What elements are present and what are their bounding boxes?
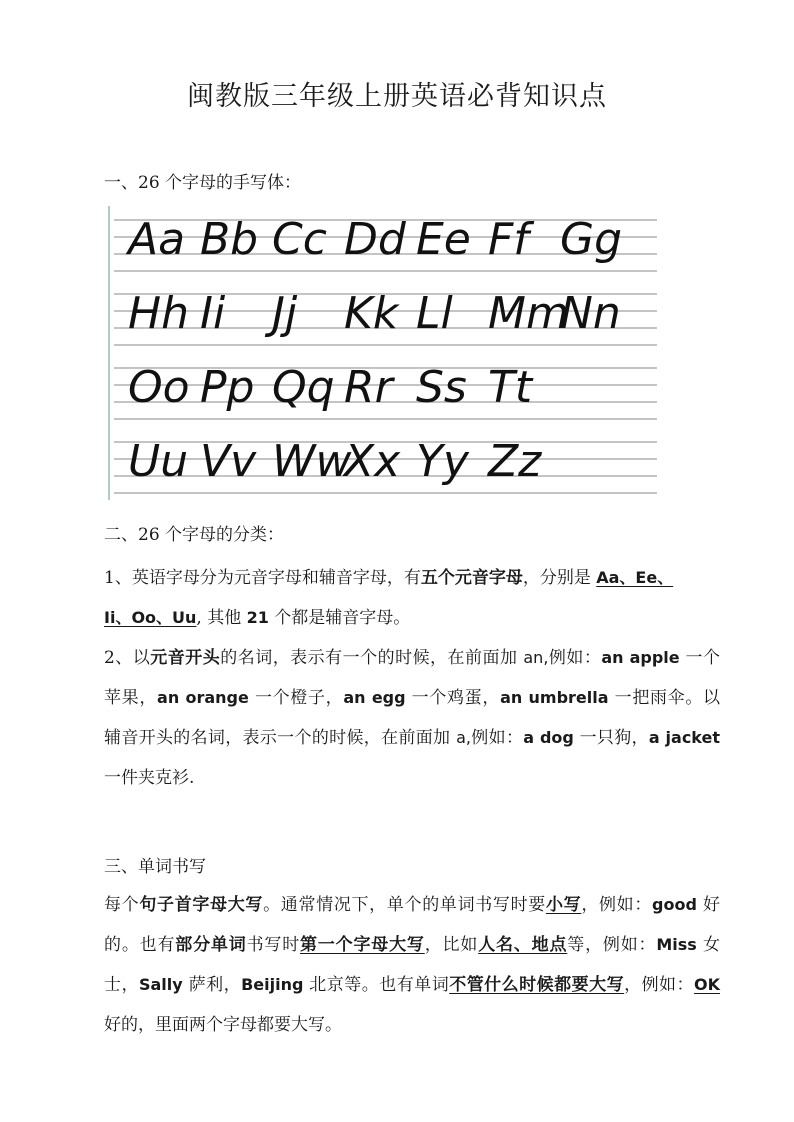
letter-pair: Ll: [416, 288, 453, 339]
section-heading-handwriting: 一、26 个字母的手写体：: [104, 173, 302, 193]
letter-pair: Rr: [344, 362, 393, 413]
example-ok: OK: [694, 975, 721, 994]
paragraph-vowels: 1、英语字母分为元音字母和辅音字母，有五个元音字母，分别是 Aa、Ee、 Ii、Oo、Uu, 其他 21 个都是辅音字母。: [104, 568, 674, 628]
letter-pair: Xx: [344, 436, 401, 487]
vowel-list-part1: Aa、Ee、: [596, 568, 674, 587]
consonant-count: 21: [246, 608, 269, 627]
example-beijing: Beijing: [241, 975, 304, 994]
letter-pair: Bb: [200, 214, 259, 265]
letter-pair: Gg: [560, 214, 623, 265]
letter-pair: Ee: [416, 214, 471, 265]
letter-pair: Hh: [128, 288, 189, 339]
letter-pair: Aa: [128, 214, 186, 265]
letter-pair: Ii: [200, 288, 226, 339]
example-an-apple: an apple: [601, 648, 680, 667]
example-a-dog: a dog: [523, 728, 574, 747]
letter-pair: Zz: [488, 436, 542, 487]
section-heading-classification: 二、26 个字母的分类：: [104, 525, 285, 545]
letter-pair: Pp: [200, 362, 255, 413]
five-vowels-text: 五个元音字母: [420, 568, 523, 588]
letter-pair: Uu: [128, 436, 189, 487]
letter-pair: Mm: [488, 288, 569, 339]
alphabet-lines: [108, 206, 657, 500]
page-title: 闽教版三年级上册英语必背知识点: [187, 81, 607, 112]
letter-pair: Ss: [416, 362, 467, 413]
example-an-umbrella: an umbrella: [500, 688, 609, 707]
alphabet-handwriting-chart: [108, 206, 657, 500]
letter-pair: Cc: [272, 214, 327, 265]
paragraph-capitalization: 每个句子首字母大写。通常情况下，单个的单词书写时要小写，例如：good 好的。也有部分单词书写时第一个字母大写，比如人名、地点等，例如：Miss 女士，Sally 萨利，Beijing 北京等。也有单词不管什么时候都要大写，例如：OK 好的，里面两个字母都要大写。: [104, 895, 721, 1035]
letter-pair: Vv: [200, 436, 257, 487]
example-a-jacket: a jacket: [648, 728, 721, 747]
letter-pair: Qq: [272, 362, 335, 413]
paragraph-articles: 2、以元音开头的名词，表示有一个的时候，在前面加 an,例如：an apple 一个苹果，an orange 一个橙子，an egg 一个鸡蛋，an umbrella 一把雨伞。以辅音开头的名词，表示一个的时候，在前面加 a,例如：a dog 一只狗，a jacket 一件夹克衫.: [104, 648, 721, 788]
vowel-list-part2: Ii、Oo、Uu: [104, 608, 197, 627]
letter-pair: Jj: [272, 288, 298, 339]
letter-pair: Ff: [488, 214, 529, 265]
letter-pair: Kk: [344, 288, 399, 339]
letter-pair: Tt: [488, 362, 533, 413]
example-sally: Sally: [138, 975, 183, 994]
example-an-orange: an orange: [157, 688, 249, 707]
example-good: good: [652, 895, 697, 914]
example-an-egg: an egg: [343, 688, 406, 707]
letter-pair: Dd: [344, 214, 406, 265]
letter-pair: Ww: [272, 436, 352, 487]
example-miss: Miss: [656, 935, 697, 954]
vowel-start-text: 元音开头: [150, 648, 221, 668]
letter-pair: Nn: [560, 288, 621, 339]
letter-pair: Oo: [128, 362, 190, 413]
section-heading-word-writing: 三、单词书写: [104, 857, 206, 877]
letter-pair: Yy: [416, 436, 469, 487]
